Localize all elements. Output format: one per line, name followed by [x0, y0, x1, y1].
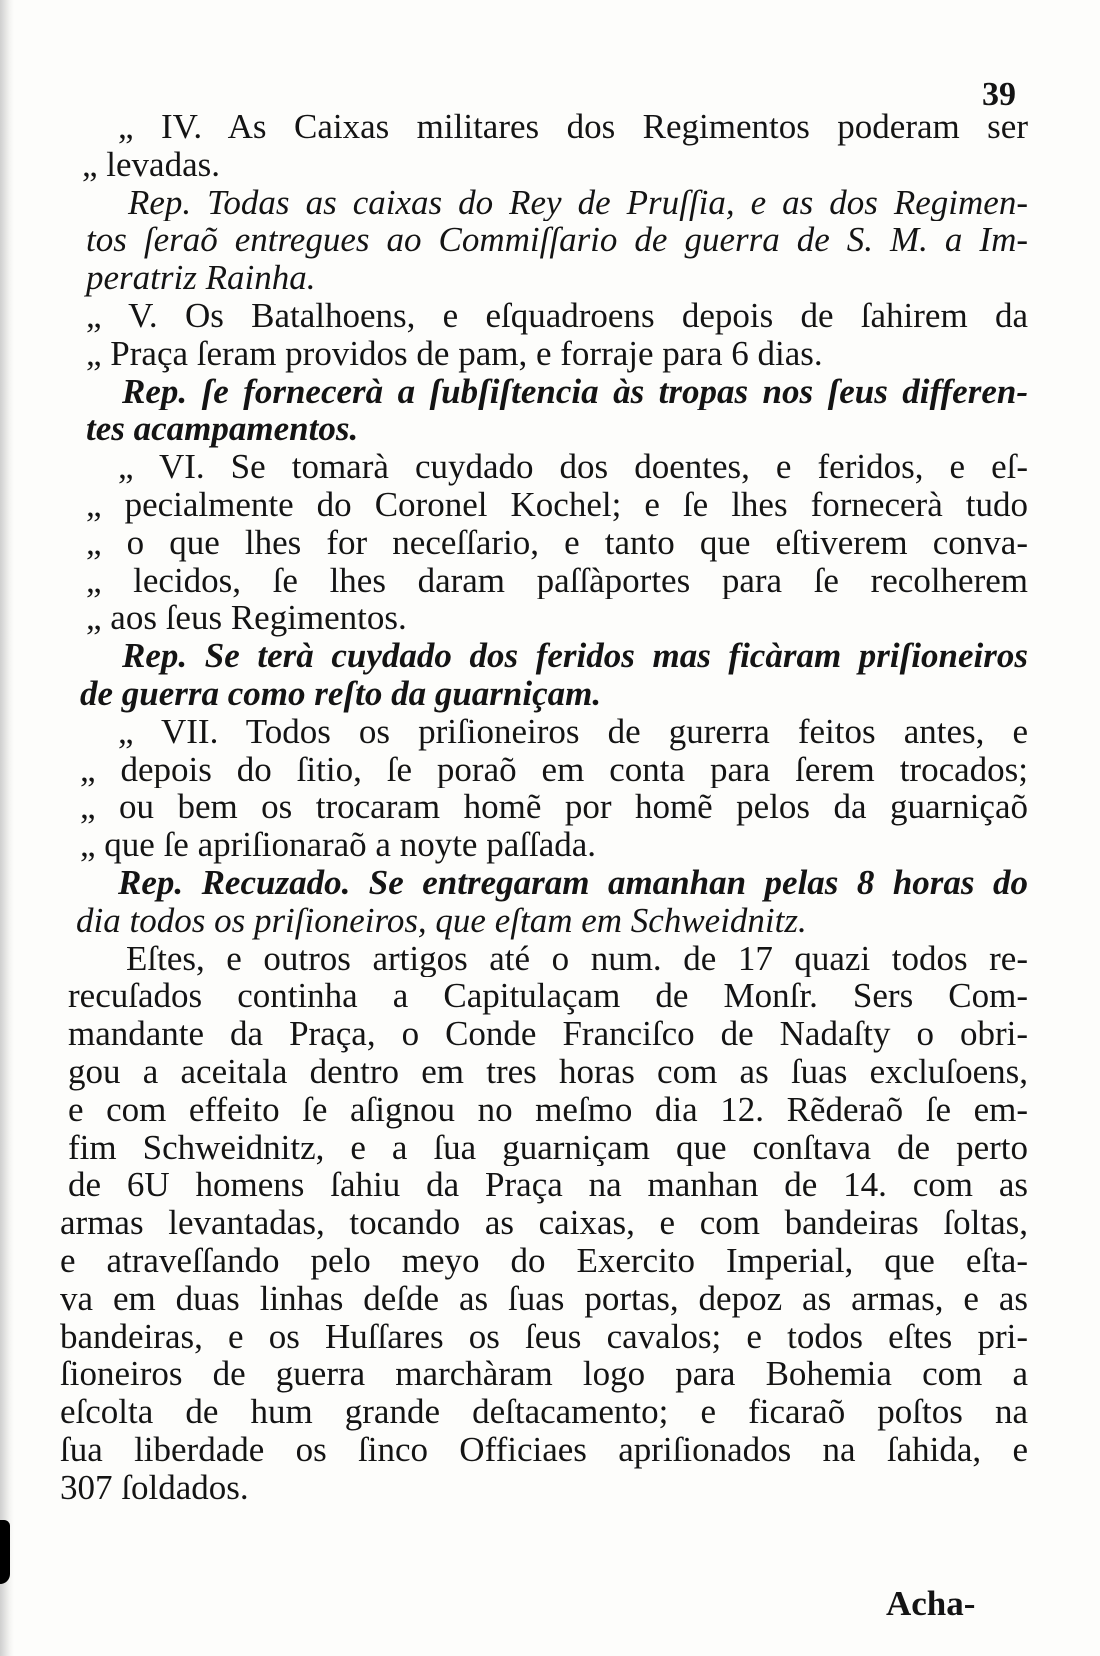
narrative-line-10: va em duas linhas deſde as ſuas portas, depoz as armas, e as: [60, 1279, 1028, 1318]
article-6-line-4: „ lecidos, ſe lhes daram paſſàportes para ſe recolherem: [86, 561, 1028, 600]
article-4-line-2: „ levadas.: [82, 145, 220, 184]
article-5-line-1: „ V. Os Batalhoens, e eſquadroens depois de ſahirem da: [86, 296, 1028, 335]
narrative-line-15: 307 ſoldados.: [60, 1468, 249, 1507]
article-7-line-1: „ VII. Todos os priſioneiros de gurerra feitos antes, e: [118, 712, 1028, 751]
narrative-line-3: mandante da Praça, o Conde Franciſco de Nadaſty o obri-: [68, 1015, 1028, 1053]
reply-6-line-1: Rep. Se terà cuydado dos feridos mas ficàram priſioneiros: [122, 637, 1028, 675]
reply-4-line-1: Rep. Todas as caixas do Rey de Pruſſia, e as dos Regimen-: [128, 183, 1028, 222]
article-6-line-1: „ VI. Se tomarà cuydado dos doentes, e feridos, e eſ-: [118, 448, 1028, 486]
narrative-line-2: recuſados continha a Capitulaçam de Monſr. Sers Com-: [68, 977, 1028, 1016]
article-4-line-1: „ IV. As Caixas militares dos Regimentos poderam ser: [118, 108, 1028, 146]
body-text: [60, 108, 1028, 1506]
narrative-line-4: gou a aceitala dentro em tres horas com as ſuas excluſoens,: [68, 1052, 1028, 1091]
narrative-line-5: e com effeito ſe aſignou no meſmo dia 12. Rẽderaõ ſe em-: [68, 1090, 1028, 1129]
catchword: Acha-: [886, 1584, 976, 1623]
article-6-line-3: „ o que lhes for neceſſario, e tanto que eſtiverem conva-: [86, 523, 1028, 562]
ink-blot: [0, 1520, 10, 1584]
narrative-line-13: eſcolta de hum grande deſtacamento; e ficaraõ poſtos na: [60, 1393, 1028, 1431]
page-number: 39: [982, 76, 1016, 113]
reply-5-line-2: tes acampamentos.: [86, 410, 359, 449]
narrative-line-1: Eſtes, e outros artigos até o num. de 17 quazi todos re-: [126, 939, 1028, 978]
article-7-line-2: „ depois do ſitio, ſe poraõ em conta para ſerem trocados;: [80, 750, 1028, 789]
page-edge-shadow: [0, 0, 14, 1656]
reply-7-line-1: Rep. Recuzado. Se entregaram amanhan pelas 8 horas do: [118, 863, 1028, 902]
article-5-line-2: „ Praça ſeram providos de pam, e forraje para 6 dias.: [86, 334, 823, 373]
article-6-line-5: „ aos ſeus Regimentos.: [86, 599, 407, 638]
reply-5-line-1: Rep. ſe fornecerà a ſubſiſtencia às tropas nos ſeus differen-: [122, 372, 1028, 411]
narrative-line-12: ſioneiros de guerra marchàram logo para Bohemia com a: [60, 1355, 1028, 1394]
article-7-line-4: „ que ſe apriſionaraõ a noyte paſſada.: [80, 826, 597, 864]
narrative-line-8: armas levantadas, tocando as caixas, e com bandeiras ſoltas,: [60, 1204, 1028, 1242]
reply-4-line-2: tos ſeraõ entregues ao Commiſſario de guerra de S. M. a Im-: [86, 221, 1028, 260]
narrative-line-7: de 6U homens ſahiu da Praça na manhan de 14. com as: [68, 1166, 1028, 1205]
reply-6-line-2: de guerra como reſto da guarniçam.: [80, 674, 602, 713]
narrative-line-9: e atraveſſando pelo meyo do Exercito Imperial, que eſta-: [60, 1241, 1028, 1280]
reply-4-line-3: peratriz Rainha.: [86, 259, 316, 297]
narrative-line-11: bandeiras, e os Huſſares os ſeus cavalos; e todos eſtes pri-: [60, 1317, 1028, 1356]
reply-7-line-2: dia todos os priſioneiros, que eſtam em Schweidnitz.: [76, 901, 807, 940]
article-7-line-3: „ ou bem os trocaram homẽ por homẽ pelos da guarniçaõ: [80, 788, 1028, 827]
article-6-line-2: „ pecialmente do Coronel Kochel; e ſe lhes fornecerà tudo: [86, 485, 1028, 524]
narrative-line-14: ſua liberdade os ſinco Officiaes apriſionados na ſahida, e: [60, 1430, 1028, 1469]
narrative-line-6: fim Schweidnitz, e a ſua guarniçam que conſtava de perto: [68, 1128, 1028, 1167]
